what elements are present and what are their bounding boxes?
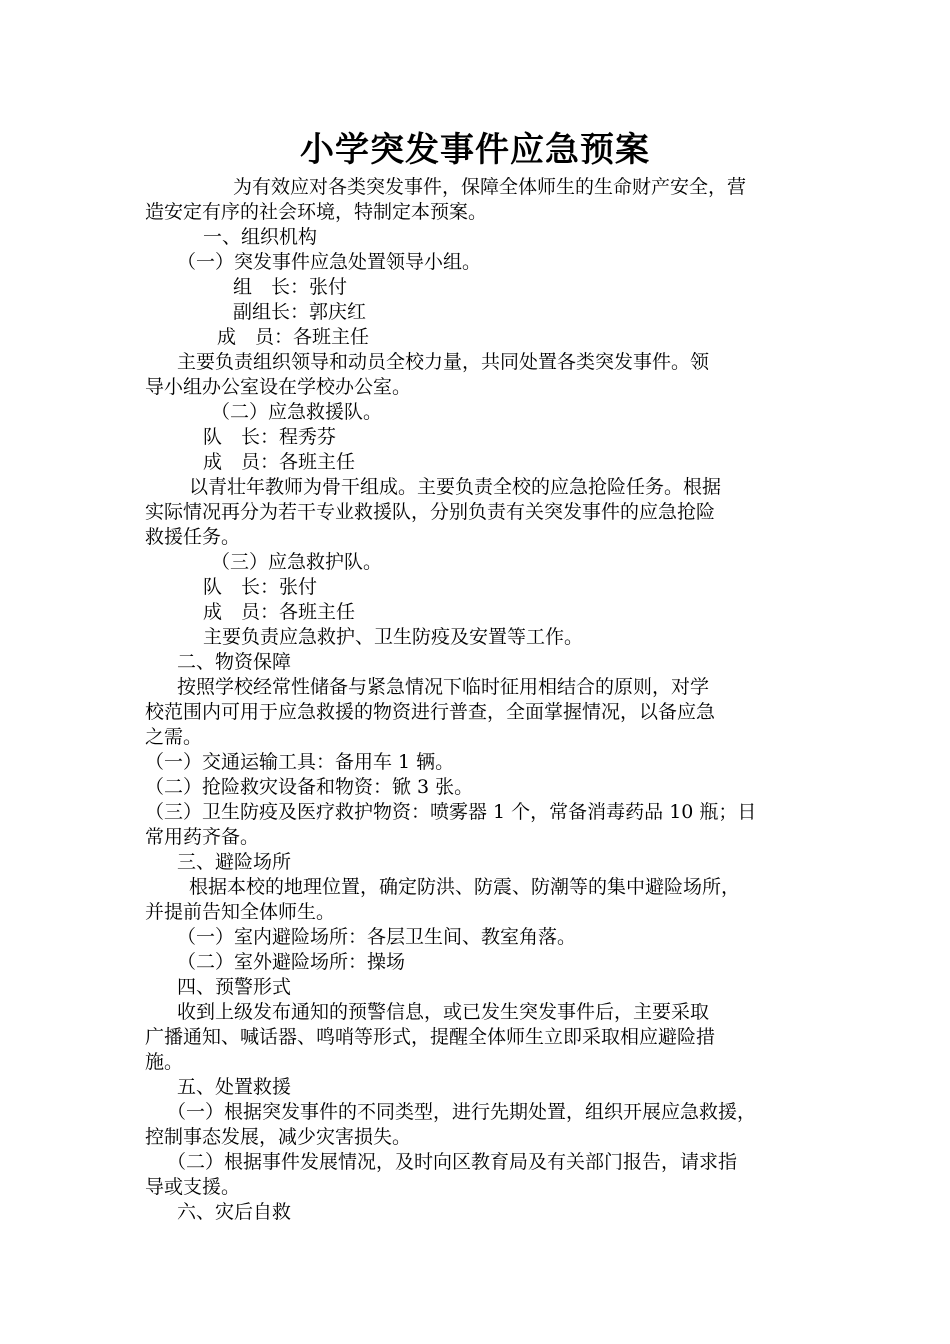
list-item: （二）抢险救灾设备和物资：锨 3 张。 [145,776,474,798]
paragraph-line: 广播通知、喊话器、鸣哨等形式，提醒全体师生立即采取相应避险措 [145,1026,716,1048]
list-item: （一）室内避险场所：各层卫生间、教室角落。 [177,926,577,948]
list-item: （二）根据事件发展情况，及时向区教育局及有关部门报告，请求指 [167,1151,738,1173]
paragraph-line: 为有效应对各类突发事件，保障全体师生的生命财产安全，营 [233,176,747,198]
paragraph-line: 之需。 [145,726,203,748]
subsection-heading: （二）应急救援队。 [211,401,383,423]
roster-line: 成 员：各班主任 [217,326,370,348]
paragraph-line: 导小组办公室设在学校办公室。 [145,376,412,398]
section-heading: 四、预警形式 [177,976,292,998]
paragraph-line: 按照学校经常性储备与紧急情况下临时征用相结合的原则，对学 [177,676,710,698]
paragraph-line: 控制事态发展，减少灾害损失。 [145,1126,412,1148]
paragraph-line: 根据本校的地理位置，确定防洪、防震、防潮等的集中避险场所， [189,876,741,898]
paragraph-line: 导或支援。 [145,1176,241,1198]
list-item: （三）卫生防疫及医疗救护物资：喷雾器 1 个，常备消毒药品 10 瓶；日 [145,801,757,823]
subsection-heading: （三）应急救护队。 [211,551,383,573]
list-item: （一）交通运输工具：备用车 1 辆。 [145,751,455,773]
roster-line: 副组长：郭庆红 [233,301,367,323]
list-item: （二）室外避险场所：操场 [177,951,406,973]
section-heading: 一、组织机构 [203,226,318,248]
roster-line: 队 长：张付 [203,576,318,598]
paragraph-line: 主要负责组织领导和动员全校力量，共同处置各类突发事件。领 [177,351,710,373]
roster-line: 成 员：各班主任 [203,451,356,473]
paragraph-line: 主要负责应急救护、卫生防疫及安置等工作。 [203,626,584,648]
paragraph-line: 并提前告知全体师生。 [145,901,336,923]
list-item: （一）根据突发事件的不同类型，进行先期处置，组织开展应急救援， [167,1101,757,1123]
section-heading: 六、灾后自救 [177,1201,292,1223]
roster-line: 队 长：程秀芬 [203,426,337,448]
paragraph-line: 校范围内可用于应急救援的物资进行普查，全面掌握情况，以备应急 [145,701,716,723]
subsection-heading: （一）突发事件应急处置领导小组。 [177,251,482,273]
section-heading: 二、物资保障 [177,651,292,673]
paragraph-line: 收到上级发布通知的预警信息，或已发生突发事件后，主要采取 [177,1001,710,1023]
section-heading: 五、处置救援 [177,1076,292,1098]
paragraph-line: 施。 [145,1051,184,1073]
paragraph-line: 实际情况再分为若干专业救援队，分别负责有关突发事件的应急抢险 [145,501,716,523]
paragraph-line: 救援任务。 [145,526,241,548]
paragraph-line: 常用药齐备。 [145,826,260,848]
document-title: 小学突发事件应急预案 [300,130,650,170]
roster-line: 成 员：各班主任 [203,601,356,623]
paragraph-line: 以青壮年教师为骨干组成。主要负责全校的应急抢险任务。根据 [189,476,722,498]
section-heading: 三、避险场所 [177,851,292,873]
roster-line: 组 长：张付 [233,276,348,298]
document-body [145,175,810,1225]
paragraph-line: 造安定有序的社会环境，特制定本预案。 [145,201,488,223]
